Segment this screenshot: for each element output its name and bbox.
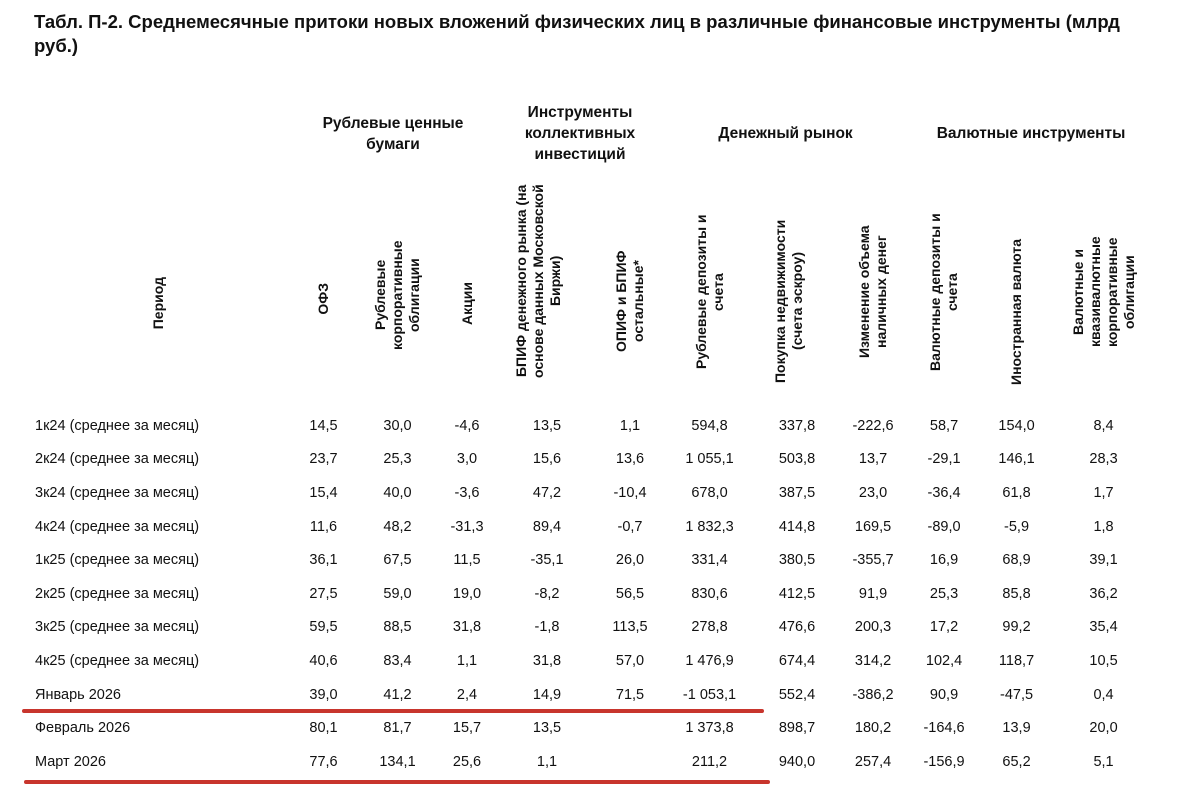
- table-row: [28, 745, 1154, 779]
- cell-rub-deposits: -1 053,1: [682, 686, 737, 703]
- cell-corp-bonds: 25,3: [383, 451, 412, 468]
- cell-fx-deposits: 90,9: [929, 686, 959, 703]
- cell-fx-deposits: 16,9: [929, 552, 959, 569]
- cell-rub-deposits: 278,8: [691, 619, 728, 636]
- cell-fx-bonds: 36,2: [1089, 585, 1118, 602]
- cell-period: 2к25 (среднее за месяц): [35, 585, 200, 602]
- cell-rub-deposits: 594,8: [691, 417, 728, 434]
- cell-shares: 31,8: [452, 619, 482, 636]
- cell-corp-bonds: 40,0: [383, 484, 412, 501]
- cell-cash: -222,6: [852, 417, 894, 434]
- cell-period: 1к25 (среднее за месяц): [35, 552, 200, 569]
- cell-ofz: 23,7: [309, 451, 338, 468]
- cell-fx-deposits: -156,9: [923, 753, 965, 770]
- cell-shares: 15,7: [452, 720, 482, 737]
- cell-fx-deposits: -164,6: [923, 720, 965, 737]
- cell-rub-deposits: 678,0: [691, 484, 728, 501]
- cell-shares: 19,0: [452, 585, 482, 602]
- cell-cash: -386,2: [852, 686, 894, 703]
- cell-shares: 2,4: [456, 686, 478, 703]
- cell-fx-cash: 68,9: [1002, 552, 1031, 569]
- cell-fx-bonds: 1,8: [1093, 518, 1114, 535]
- cell-rub-deposits: 1 373,8: [685, 720, 734, 737]
- cell-shares: 11,5: [453, 552, 481, 569]
- cell-cash: 180,2: [854, 720, 892, 737]
- cell-ofz: 11,6: [309, 518, 338, 535]
- cell-period: Февраль 2026: [35, 720, 131, 737]
- cell-corp-bonds: 81,7: [383, 720, 412, 737]
- cell-realty: 940,0: [778, 753, 816, 770]
- cell-bpif: 15,6: [532, 451, 562, 468]
- cell-fx-bonds: 28,3: [1089, 451, 1118, 468]
- cell-bpif: 13,5: [532, 720, 562, 737]
- cell-corp-bonds: 134,1: [379, 753, 416, 770]
- cell-fx-cash: 85,8: [1002, 585, 1031, 602]
- cell-bpif: 31,8: [532, 652, 562, 669]
- cell-opif: [597, 711, 663, 745]
- col-rub-deposits-header: Рублевые депозиты и счета: [692, 214, 726, 370]
- cell-corp-bonds: 30,0: [383, 417, 412, 434]
- group-money-market: Денежный рынок: [718, 125, 853, 142]
- cell-ofz: 39,0: [309, 686, 338, 703]
- cell-period: 4к24 (среднее за месяц): [35, 518, 200, 535]
- cell-fx-bonds: 20,0: [1089, 720, 1118, 737]
- cell-shares: 3,0: [456, 451, 478, 468]
- january-underline-mark: [22, 709, 764, 713]
- cell-ofz: 36,1: [309, 552, 338, 569]
- cell-opif: 113,5: [612, 619, 648, 636]
- cell-shares: 25,6: [452, 753, 482, 770]
- cell-fx-deposits: 58,7: [929, 417, 959, 434]
- cell-period: 3к25 (среднее за месяц): [35, 619, 200, 636]
- table-row: [28, 510, 1154, 544]
- cell-fx-cash: 154,0: [998, 417, 1035, 434]
- cell-fx-bonds: 0,4: [1093, 686, 1114, 703]
- cell-period: 3к24 (среднее за месяц): [35, 484, 200, 501]
- cell-opif: 56,5: [615, 585, 645, 602]
- col-ofz-header: ОФЗ: [315, 283, 331, 315]
- cell-opif: 57,0: [615, 652, 645, 669]
- cell-opif: -10,4: [613, 484, 647, 501]
- cell-realty: 898,7: [778, 720, 816, 737]
- cell-period: 1к24 (среднее за месяц): [35, 417, 200, 434]
- cell-corp-bonds: 83,4: [383, 652, 412, 669]
- cell-realty: 503,8: [778, 451, 816, 468]
- cell-fx-cash: -47,5: [1000, 686, 1034, 703]
- cell-fx-cash: 65,2: [1002, 753, 1031, 770]
- cell-corp-bonds: 59,0: [383, 585, 412, 602]
- group-collective-investments: Инструменты коллективных инвестиций: [524, 104, 636, 163]
- cell-cash: 91,9: [858, 585, 888, 602]
- cell-ofz: 77,6: [309, 753, 338, 770]
- col-fx-deposits-header: Валютные депозиты и счета: [927, 213, 961, 371]
- cell-fx-deposits: 25,3: [929, 585, 959, 602]
- cell-fx-deposits: -29,1: [927, 451, 961, 468]
- cell-period: Январь 2026: [35, 686, 121, 703]
- cell-fx-cash: 99,2: [1002, 619, 1031, 636]
- col-opif-header: ОПИФ и БПИФ остальные*: [613, 250, 646, 352]
- table-row: [28, 611, 1154, 645]
- table-row: [28, 678, 1154, 712]
- cell-bpif: 13,5: [532, 417, 562, 434]
- cell-shares: 1,1: [456, 652, 478, 669]
- cell-rub-deposits: 331,4: [691, 552, 728, 569]
- col-cash-header: Изменение объема наличных денег: [856, 225, 890, 359]
- table-row: [28, 711, 1154, 745]
- cell-ofz: 14,5: [309, 417, 338, 434]
- col-realty-header: Покупка недвижимости (счета эскроу): [771, 219, 805, 383]
- table-row: [28, 443, 1154, 477]
- inflows-table: [28, 90, 1154, 779]
- cell-cash: 314,2: [854, 652, 892, 669]
- period-group-cell: [28, 90, 289, 177]
- cell-bpif: 89,4: [532, 518, 562, 535]
- group-rub-securities: Рублевые ценные бумаги: [322, 114, 464, 153]
- cell-realty: 380,5: [778, 552, 816, 569]
- cell-rub-deposits: 211,2: [691, 753, 728, 770]
- table-row: [28, 409, 1154, 443]
- group-fx-instruments: Валютные инструменты: [936, 125, 1126, 142]
- cell-opif: 26,0: [615, 552, 645, 569]
- page-title: Табл. П-2. Среднемесячные притоки новых вложений физических лиц в различные финансовые инструменты (млрд руб.): [34, 11, 1120, 56]
- cell-cash: 257,4: [854, 753, 892, 770]
- cell-fx-bonds: 10,5: [1089, 652, 1118, 669]
- cell-fx-cash: 61,8: [1002, 484, 1031, 501]
- cell-realty: 476,6: [778, 619, 816, 636]
- cell-corp-bonds: 67,5: [383, 552, 412, 569]
- cell-cash: 13,7: [858, 451, 888, 468]
- cell-fx-bonds: 8,4: [1093, 417, 1114, 434]
- cell-opif: 71,5: [615, 686, 645, 703]
- cell-realty: 552,4: [778, 686, 816, 703]
- cell-bpif: 1,1: [536, 753, 558, 770]
- col-shares-header: Акции: [458, 282, 475, 325]
- cell-fx-cash: 118,7: [998, 652, 1035, 669]
- col-period-header: Период: [150, 276, 166, 329]
- cell-fx-bonds: 1,7: [1093, 484, 1114, 501]
- cell-corp-bonds: 41,2: [383, 686, 412, 703]
- cell-fx-deposits: 17,2: [929, 619, 959, 636]
- cell-rub-deposits: 1 832,3: [685, 518, 734, 535]
- table-row: [28, 476, 1154, 510]
- cell-realty: 674,4: [778, 652, 816, 669]
- cell-fx-bonds: 35,4: [1089, 619, 1118, 636]
- cell-realty: 337,8: [778, 417, 816, 434]
- cell-period: 4к25 (среднее за месяц): [35, 652, 200, 669]
- cell-corp-bonds: 48,2: [383, 518, 412, 535]
- col-fx-cash-header: Иностранная валюта: [1008, 239, 1025, 385]
- cell-ofz: 40,6: [309, 652, 338, 669]
- cell-realty: 414,8: [778, 518, 816, 535]
- march-underline-mark: [24, 780, 770, 784]
- cell-ofz: 59,5: [309, 619, 338, 636]
- cell-bpif: 14,9: [532, 686, 562, 703]
- table-row: [28, 644, 1154, 678]
- cell-cash: 169,5: [854, 518, 892, 535]
- col-fx-bonds-header: Валютные и квазивалютные корпоративные облигации: [1069, 236, 1137, 348]
- cell-fx-deposits: -36,4: [927, 484, 961, 501]
- cell-period: 2к24 (среднее за месяц): [35, 451, 200, 468]
- table-row: [28, 577, 1154, 611]
- cell-ofz: 80,1: [309, 720, 338, 737]
- cell-rub-deposits: 830,6: [691, 585, 728, 602]
- cell-fx-deposits: 102,4: [925, 652, 963, 669]
- cell-realty: 412,5: [778, 585, 816, 602]
- cell-opif: -0,7: [617, 518, 643, 535]
- table-row: [28, 543, 1154, 577]
- cell-fx-bonds: 39,1: [1089, 552, 1118, 569]
- cell-opif: 1,1: [619, 417, 641, 434]
- cell-opif: [597, 745, 663, 779]
- cell-rub-deposits: 1 055,1: [685, 451, 734, 468]
- cell-fx-cash: 146,1: [998, 451, 1035, 468]
- cell-cash: -355,7: [852, 552, 894, 569]
- cell-bpif: 47,2: [532, 484, 562, 501]
- cell-opif: 13,6: [615, 451, 645, 468]
- cell-fx-bonds: 5,1: [1093, 753, 1114, 770]
- cell-corp-bonds: 88,5: [383, 619, 412, 636]
- cell-fx-cash: 13,9: [1002, 720, 1031, 737]
- cell-cash: 200,3: [854, 619, 892, 636]
- cell-shares: -31,3: [450, 518, 484, 535]
- cell-bpif: -8,2: [534, 585, 560, 602]
- cell-period: Март 2026: [35, 753, 106, 770]
- cell-fx-cash: -5,9: [1004, 518, 1030, 535]
- cell-ofz: 27,5: [309, 585, 338, 602]
- cell-bpif: -1,8: [534, 619, 560, 636]
- cell-ofz: 15,4: [309, 484, 338, 501]
- cell-cash: 23,0: [858, 484, 888, 501]
- cell-bpif: -35,1: [530, 552, 564, 569]
- col-bpif-header: БПИФ денежного рынка (на основе данных Московской Биржи): [513, 184, 563, 378]
- col-corp-bonds-header: Рублевые корпоративные облигации: [372, 240, 422, 350]
- cell-shares: -4,6: [454, 417, 480, 434]
- cell-realty: 387,5: [778, 484, 816, 501]
- cell-rub-deposits: 1 476,9: [685, 652, 734, 669]
- cell-shares: -3,6: [454, 484, 480, 501]
- cell-fx-deposits: -89,0: [927, 518, 961, 535]
